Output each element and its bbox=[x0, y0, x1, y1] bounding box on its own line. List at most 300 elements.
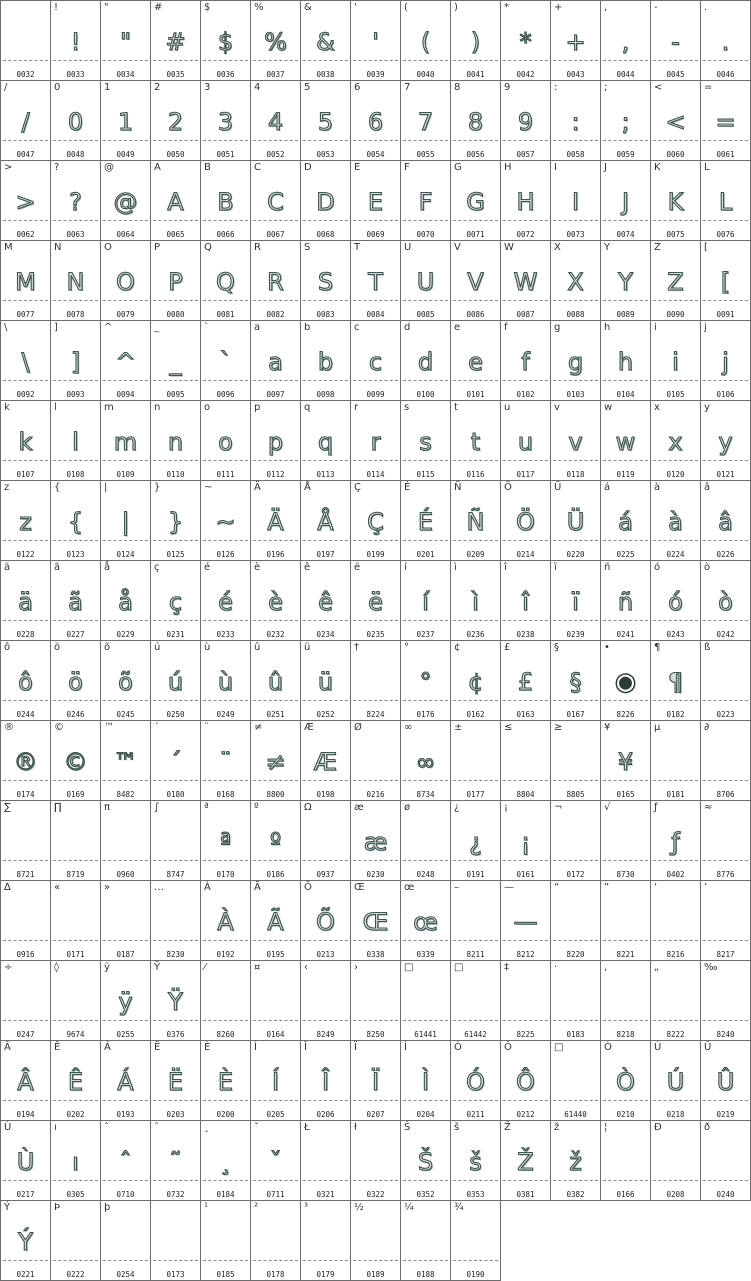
glyph-cell[interactable] bbox=[601, 1041, 651, 1121]
baseline-dashed-line bbox=[153, 60, 198, 61]
glyph-cell[interactable] bbox=[51, 1, 101, 81]
font-glyph-preview: c bbox=[368, 348, 383, 376]
glyph-cell[interactable] bbox=[201, 161, 251, 241]
glyph-cell[interactable] bbox=[451, 81, 501, 161]
glyph-cell[interactable] bbox=[51, 801, 101, 881]
glyph-cell[interactable] bbox=[651, 81, 701, 161]
glyph-cell[interactable] bbox=[1, 401, 51, 481]
glyph-cell[interactable] bbox=[601, 401, 651, 481]
glyph-cell[interactable] bbox=[651, 801, 701, 881]
glyph-cell[interactable] bbox=[101, 161, 151, 241]
glyph-cell[interactable] bbox=[351, 481, 401, 561]
glyph-cell[interactable] bbox=[401, 1121, 451, 1201]
char-code-label: 0202 bbox=[66, 1110, 85, 1119]
glyph-cell[interactable] bbox=[401, 801, 451, 881]
glyph-cell[interactable] bbox=[651, 161, 701, 241]
glyph-cell[interactable] bbox=[201, 321, 251, 401]
glyph-cell[interactable] bbox=[501, 241, 551, 321]
glyph-cell[interactable] bbox=[551, 801, 601, 881]
glyph-cell[interactable] bbox=[51, 1041, 101, 1121]
glyph-cell[interactable] bbox=[401, 881, 451, 961]
glyph-cell[interactable] bbox=[451, 1121, 501, 1201]
glyph-cell[interactable] bbox=[701, 1, 751, 81]
glyph-cell[interactable] bbox=[1, 641, 51, 721]
glyph-cell[interactable] bbox=[151, 1201, 201, 1281]
char-code-label: 0228 bbox=[16, 630, 35, 639]
glyph-cell[interactable] bbox=[351, 1121, 401, 1201]
glyph-cell[interactable] bbox=[101, 401, 151, 481]
glyph-cell[interactable] bbox=[301, 721, 351, 801]
glyph-cell[interactable] bbox=[601, 1, 651, 81]
glyph-cell[interactable] bbox=[601, 721, 651, 801]
glyph-cell[interactable] bbox=[451, 961, 501, 1041]
glyph-cell[interactable] bbox=[251, 881, 301, 961]
baseline-dashed-line bbox=[203, 60, 248, 61]
glyph-cell[interactable] bbox=[201, 801, 251, 881]
cell-character-label: V bbox=[454, 242, 461, 253]
glyph-cell[interactable] bbox=[201, 881, 251, 961]
glyph-cell[interactable] bbox=[251, 1121, 301, 1201]
glyph-cell[interactable] bbox=[51, 81, 101, 161]
font-glyph-preview: ¨ bbox=[219, 748, 232, 776]
glyph-cell[interactable] bbox=[151, 401, 201, 481]
glyph-cell[interactable] bbox=[501, 961, 551, 1041]
glyph-cell[interactable] bbox=[351, 1, 401, 81]
cell-character-label: % bbox=[254, 2, 264, 13]
glyph-cell[interactable] bbox=[451, 641, 501, 721]
glyph-cell[interactable] bbox=[651, 1121, 701, 1201]
glyph-cell[interactable] bbox=[701, 321, 751, 401]
char-code-label: 0230 bbox=[366, 870, 385, 879]
glyph-cell[interactable] bbox=[401, 321, 451, 401]
glyph-cell[interactable] bbox=[551, 721, 601, 801]
glyph-cell[interactable] bbox=[551, 1121, 601, 1201]
baseline-dashed-line bbox=[353, 300, 398, 301]
glyph-cell[interactable] bbox=[301, 1041, 351, 1121]
glyph-cell[interactable] bbox=[401, 1, 451, 81]
glyph-cell[interactable] bbox=[651, 561, 701, 641]
glyph-cell[interactable] bbox=[151, 161, 201, 241]
glyph-cell[interactable] bbox=[351, 961, 401, 1041]
glyph-cell[interactable] bbox=[301, 1121, 351, 1201]
glyph-cell[interactable] bbox=[401, 721, 451, 801]
glyph-cell[interactable] bbox=[1, 1, 51, 81]
glyph-cell[interactable] bbox=[601, 241, 651, 321]
font-glyph-preview: b bbox=[317, 348, 334, 376]
glyph-cell[interactable] bbox=[251, 161, 301, 241]
bullet-eye-glyph: ◉ bbox=[614, 667, 637, 697]
cell-character-label: æ bbox=[354, 802, 364, 813]
glyph-cell[interactable] bbox=[651, 1, 701, 81]
baseline-dashed-line bbox=[353, 620, 398, 621]
glyph-cell[interactable] bbox=[101, 1041, 151, 1121]
glyph-cell[interactable] bbox=[701, 241, 751, 321]
glyph-cell[interactable] bbox=[251, 401, 301, 481]
glyph-cell[interactable] bbox=[101, 1121, 151, 1201]
glyph-cell[interactable] bbox=[451, 161, 501, 241]
glyph-cell[interactable] bbox=[151, 481, 201, 561]
glyph-cell[interactable] bbox=[351, 641, 401, 721]
glyph-cell[interactable] bbox=[251, 1, 301, 81]
glyph-cell[interactable] bbox=[201, 961, 251, 1041]
glyph-cell[interactable] bbox=[201, 1, 251, 81]
glyph-cell[interactable] bbox=[201, 1121, 251, 1201]
glyph-cell[interactable] bbox=[101, 881, 151, 961]
glyph-cell[interactable] bbox=[501, 161, 551, 241]
glyph-cell[interactable] bbox=[1, 161, 51, 241]
glyph-cell[interactable] bbox=[401, 481, 451, 561]
glyph-cell[interactable] bbox=[351, 321, 401, 401]
char-code-label: 0210 bbox=[616, 1110, 635, 1119]
glyph-cell[interactable] bbox=[351, 81, 401, 161]
glyph-cell[interactable] bbox=[101, 641, 151, 721]
cell-character-label: 8 bbox=[454, 82, 461, 93]
char-code-label: 0168 bbox=[216, 790, 235, 799]
char-code-label: 0180 bbox=[166, 790, 185, 799]
glyph-cell[interactable] bbox=[1, 801, 51, 881]
glyph-cell[interactable] bbox=[51, 641, 101, 721]
glyph-cell[interactable] bbox=[1, 81, 51, 161]
glyph-cell[interactable] bbox=[501, 881, 551, 961]
glyph-cell[interactable] bbox=[401, 161, 451, 241]
glyph-cell[interactable] bbox=[301, 961, 351, 1041]
cell-character-label: > bbox=[4, 162, 13, 173]
char-code-label: 0321 bbox=[316, 1190, 335, 1199]
glyph-cell[interactable] bbox=[701, 801, 751, 881]
glyph-cell[interactable] bbox=[51, 721, 101, 801]
cell-character-label: ƒ bbox=[654, 802, 658, 813]
glyph-cell[interactable] bbox=[251, 481, 301, 561]
cell-character-label: ï bbox=[554, 562, 557, 573]
glyph-cell[interactable] bbox=[501, 401, 551, 481]
glyph-cell[interactable] bbox=[551, 481, 601, 561]
glyph-cell[interactable] bbox=[451, 321, 501, 401]
glyph-cell[interactable] bbox=[151, 321, 201, 401]
glyph-cell[interactable] bbox=[701, 401, 751, 481]
glyph-cell[interactable] bbox=[1, 561, 51, 641]
glyph-cell[interactable] bbox=[601, 81, 651, 161]
cell-character-label: ² bbox=[254, 1202, 259, 1213]
glyph-cell[interactable] bbox=[301, 241, 351, 321]
glyph-cell[interactable] bbox=[451, 721, 501, 801]
glyph-cell[interactable] bbox=[551, 161, 601, 241]
glyph-cell[interactable] bbox=[651, 321, 701, 401]
cell-character-label: * bbox=[504, 2, 509, 13]
glyph-cell[interactable] bbox=[301, 881, 351, 961]
glyph-cell[interactable] bbox=[1, 1041, 51, 1121]
glyph-cell[interactable] bbox=[251, 241, 301, 321]
glyph-cell[interactable] bbox=[501, 81, 551, 161]
glyph-cell[interactable] bbox=[151, 641, 201, 721]
glyph-cell[interactable] bbox=[551, 81, 601, 161]
font-glyph-preview: ¥ bbox=[617, 748, 634, 776]
char-code-label: 8719 bbox=[66, 870, 85, 879]
glyph-cell[interactable] bbox=[51, 1121, 101, 1201]
glyph-cell[interactable] bbox=[251, 1201, 301, 1281]
font-glyph-preview: N bbox=[66, 268, 85, 296]
glyph-cell[interactable] bbox=[401, 81, 451, 161]
cell-character-label: C bbox=[254, 162, 261, 173]
glyph-cell[interactable] bbox=[351, 1201, 401, 1281]
glyph-cell[interactable] bbox=[251, 721, 301, 801]
glyph-cell[interactable] bbox=[601, 801, 651, 881]
glyph-cell[interactable] bbox=[451, 561, 501, 641]
glyph-cell[interactable] bbox=[251, 801, 301, 881]
glyph-cell[interactable] bbox=[501, 1041, 551, 1121]
glyph-cell[interactable] bbox=[51, 961, 101, 1041]
glyph-cell[interactable] bbox=[251, 81, 301, 161]
font-glyph-preview: ô bbox=[18, 668, 33, 696]
font-glyph-preview: ™ bbox=[113, 748, 138, 776]
glyph-cell[interactable] bbox=[451, 1201, 501, 1281]
glyph-cell[interactable] bbox=[601, 1121, 651, 1201]
glyph-cell[interactable] bbox=[651, 881, 701, 961]
glyph-cell[interactable] bbox=[301, 401, 351, 481]
baseline-dashed-line bbox=[103, 460, 148, 461]
glyph-cell[interactable] bbox=[601, 881, 651, 961]
font-glyph-preview: 9 bbox=[517, 108, 534, 136]
glyph-cell[interactable] bbox=[351, 241, 401, 321]
glyph-cell[interactable] bbox=[201, 401, 251, 481]
glyph-cell[interactable] bbox=[101, 321, 151, 401]
baseline-dashed-line bbox=[503, 1180, 548, 1181]
glyph-cell[interactable] bbox=[351, 801, 401, 881]
glyph-cell[interactable] bbox=[601, 321, 651, 401]
glyph-cell[interactable] bbox=[101, 481, 151, 561]
glyph-cell[interactable] bbox=[701, 1041, 751, 1121]
glyph-cell[interactable] bbox=[401, 1041, 451, 1121]
glyph-cell[interactable] bbox=[701, 881, 751, 961]
glyph-cell[interactable] bbox=[601, 481, 651, 561]
glyph-cell[interactable] bbox=[551, 561, 601, 641]
cell-character-label: … bbox=[154, 882, 164, 893]
glyph-cell[interactable] bbox=[451, 1, 501, 81]
glyph-cell[interactable] bbox=[501, 641, 551, 721]
cell-character-label: 1 bbox=[104, 82, 111, 93]
cell-character-label: P bbox=[154, 242, 161, 253]
cell-character-label: — bbox=[504, 882, 514, 893]
glyph-cell[interactable] bbox=[101, 1, 151, 81]
glyph-cell[interactable] bbox=[151, 1121, 201, 1201]
glyph-cell[interactable] bbox=[401, 641, 451, 721]
glyph-cell[interactable] bbox=[151, 881, 201, 961]
glyph-cell[interactable] bbox=[351, 1041, 401, 1121]
glyph-cell[interactable] bbox=[401, 241, 451, 321]
char-code-label: 0710 bbox=[116, 1190, 135, 1199]
font-glyph-preview: ¿ bbox=[469, 828, 482, 856]
glyph-cell[interactable] bbox=[151, 81, 201, 161]
font-glyph-preview: ù bbox=[217, 668, 234, 696]
glyph-cell[interactable] bbox=[1, 961, 51, 1041]
glyph-cell[interactable] bbox=[401, 961, 451, 1041]
glyph-cell[interactable] bbox=[501, 1121, 551, 1201]
glyph-cell[interactable] bbox=[551, 881, 601, 961]
glyph-cell[interactable] bbox=[301, 1201, 351, 1281]
glyph-cell[interactable] bbox=[701, 641, 751, 721]
glyph-cell[interactable] bbox=[501, 481, 551, 561]
glyph-cell[interactable] bbox=[701, 161, 751, 241]
glyph-cell[interactable] bbox=[101, 81, 151, 161]
font-glyph-preview: º bbox=[269, 828, 282, 856]
glyph-cell[interactable] bbox=[251, 961, 301, 1041]
glyph-cell[interactable] bbox=[651, 721, 701, 801]
glyph-cell[interactable] bbox=[651, 641, 701, 721]
glyph-cell[interactable] bbox=[551, 1041, 601, 1121]
glyph-cell[interactable] bbox=[451, 881, 501, 961]
glyph-cell[interactable] bbox=[551, 641, 601, 721]
baseline-dashed-line bbox=[153, 1180, 198, 1181]
glyph-cell[interactable] bbox=[601, 161, 651, 241]
glyph-cell[interactable] bbox=[551, 401, 601, 481]
glyph-cell[interactable] bbox=[651, 401, 701, 481]
glyph-cell[interactable] bbox=[201, 481, 251, 561]
glyph-cell[interactable] bbox=[51, 1201, 101, 1281]
glyph-cell[interactable] bbox=[701, 81, 751, 161]
glyph-cell[interactable] bbox=[101, 801, 151, 881]
glyph-cell[interactable] bbox=[201, 1041, 251, 1121]
glyph-cell[interactable] bbox=[701, 961, 751, 1041]
glyph-cell[interactable] bbox=[51, 481, 101, 561]
glyph-cell[interactable] bbox=[1, 321, 51, 401]
baseline-dashed-line bbox=[553, 860, 598, 861]
glyph-cell[interactable] bbox=[51, 161, 101, 241]
baseline-dashed-line bbox=[303, 1100, 348, 1101]
glyph-cell[interactable] bbox=[1, 881, 51, 961]
glyph-cell[interactable] bbox=[201, 81, 251, 161]
glyph-cell[interactable] bbox=[501, 561, 551, 641]
glyph-cell[interactable] bbox=[301, 801, 351, 881]
glyph-cell[interactable] bbox=[251, 1041, 301, 1121]
glyph-cell[interactable] bbox=[151, 561, 201, 641]
glyph-cell[interactable] bbox=[1, 241, 51, 321]
glyph-cell[interactable] bbox=[151, 241, 201, 321]
glyph-cell[interactable] bbox=[151, 1041, 201, 1121]
glyph-cell[interactable] bbox=[401, 561, 451, 641]
glyph-cell[interactable] bbox=[301, 321, 351, 401]
glyph-cell[interactable] bbox=[651, 961, 701, 1041]
glyph-cell[interactable] bbox=[201, 1201, 251, 1281]
glyph-cell[interactable] bbox=[701, 561, 751, 641]
glyph-cell[interactable] bbox=[51, 241, 101, 321]
glyph-cell[interactable] bbox=[101, 241, 151, 321]
font-glyph-preview: ˜ bbox=[169, 1148, 182, 1176]
char-code-label: 0118 bbox=[566, 470, 585, 479]
glyph-cell[interactable] bbox=[51, 321, 101, 401]
cell-character-label: Ö bbox=[504, 482, 512, 493]
glyph-cell[interactable] bbox=[301, 81, 351, 161]
glyph-cell[interactable] bbox=[301, 641, 351, 721]
glyph-cell[interactable] bbox=[351, 401, 401, 481]
cell-character-label: j bbox=[704, 322, 707, 333]
glyph-cell[interactable] bbox=[451, 401, 501, 481]
glyph-cell[interactable] bbox=[551, 321, 601, 401]
glyph-cell[interactable] bbox=[601, 641, 651, 721]
font-glyph-preview: 2 bbox=[167, 108, 184, 136]
glyph-cell[interactable] bbox=[651, 1041, 701, 1121]
cell-character-label: s bbox=[404, 402, 410, 413]
glyph-cell[interactable] bbox=[501, 321, 551, 401]
glyph-cell[interactable] bbox=[151, 721, 201, 801]
glyph-cell[interactable] bbox=[151, 801, 201, 881]
char-code-label: 0237 bbox=[416, 630, 435, 639]
glyph-cell[interactable] bbox=[701, 1121, 751, 1201]
font-glyph-preview: ê bbox=[318, 588, 333, 616]
glyph-cell[interactable] bbox=[551, 241, 601, 321]
glyph-cell[interactable] bbox=[351, 881, 401, 961]
glyph-cell[interactable] bbox=[201, 641, 251, 721]
glyph-cell[interactable] bbox=[501, 1, 551, 81]
glyph-cell[interactable] bbox=[1, 1201, 51, 1281]
baseline-dashed-line bbox=[253, 1260, 298, 1261]
cell-character-label: à bbox=[654, 482, 661, 493]
glyph-cell[interactable] bbox=[101, 561, 151, 641]
glyph-cell[interactable] bbox=[251, 321, 301, 401]
glyph-cell[interactable] bbox=[1, 1121, 51, 1201]
glyph-cell[interactable] bbox=[251, 561, 301, 641]
glyph-cell[interactable] bbox=[351, 721, 401, 801]
glyph-cell[interactable] bbox=[201, 241, 251, 321]
glyph-cell[interactable] bbox=[551, 1, 601, 81]
glyph-cell[interactable] bbox=[101, 961, 151, 1041]
glyph-cell[interactable] bbox=[51, 881, 101, 961]
glyph-cell[interactable] bbox=[301, 161, 351, 241]
glyph-cell[interactable] bbox=[201, 721, 251, 801]
font-glyph-preview: W bbox=[513, 268, 538, 296]
glyph-cell[interactable] bbox=[151, 1, 201, 81]
glyph-cell[interactable] bbox=[351, 161, 401, 241]
glyph-cell[interactable] bbox=[301, 1, 351, 81]
glyph-cell[interactable] bbox=[201, 561, 251, 641]
glyph-cell[interactable] bbox=[501, 721, 551, 801]
glyph-cell[interactable] bbox=[301, 561, 351, 641]
baseline-dashed-line bbox=[653, 940, 698, 941]
baseline-dashed-line bbox=[603, 940, 648, 941]
glyph-cell[interactable] bbox=[51, 561, 101, 641]
glyph-cell[interactable] bbox=[1, 721, 51, 801]
glyph-cell[interactable] bbox=[701, 481, 751, 561]
glyph-cell[interactable] bbox=[601, 961, 651, 1041]
glyph-cell[interactable] bbox=[401, 401, 451, 481]
glyph-cell[interactable] bbox=[101, 721, 151, 801]
glyph-cell[interactable] bbox=[1, 481, 51, 561]
font-glyph-preview: + bbox=[565, 28, 586, 56]
glyph-cell[interactable] bbox=[651, 481, 701, 561]
glyph-cell[interactable] bbox=[51, 401, 101, 481]
glyph-cell[interactable] bbox=[451, 801, 501, 881]
cell-character-label: Î bbox=[304, 1042, 307, 1053]
glyph-cell[interactable] bbox=[401, 1201, 451, 1281]
char-code-label: 0184 bbox=[216, 1190, 235, 1199]
baseline-dashed-line bbox=[303, 380, 348, 381]
glyph-cell[interactable] bbox=[251, 641, 301, 721]
char-code-label: 0322 bbox=[366, 1190, 385, 1199]
glyph-cell[interactable] bbox=[601, 561, 651, 641]
glyph-cell[interactable] bbox=[501, 801, 551, 881]
glyph-cell[interactable] bbox=[351, 561, 401, 641]
glyph-cell[interactable] bbox=[651, 241, 701, 321]
glyph-cell[interactable] bbox=[101, 1201, 151, 1281]
glyph-cell[interactable] bbox=[151, 961, 201, 1041]
glyph-cell[interactable] bbox=[451, 241, 501, 321]
glyph-cell[interactable] bbox=[301, 481, 351, 561]
glyph-cell[interactable] bbox=[551, 961, 601, 1041]
char-code-label: 0049 bbox=[116, 150, 135, 159]
font-glyph-preview: D bbox=[316, 188, 335, 216]
glyph-cell[interactable] bbox=[451, 481, 501, 561]
glyph-cell[interactable] bbox=[451, 1041, 501, 1121]
glyph-cell[interactable] bbox=[701, 721, 751, 801]
cell-character-label: ª bbox=[204, 802, 209, 813]
